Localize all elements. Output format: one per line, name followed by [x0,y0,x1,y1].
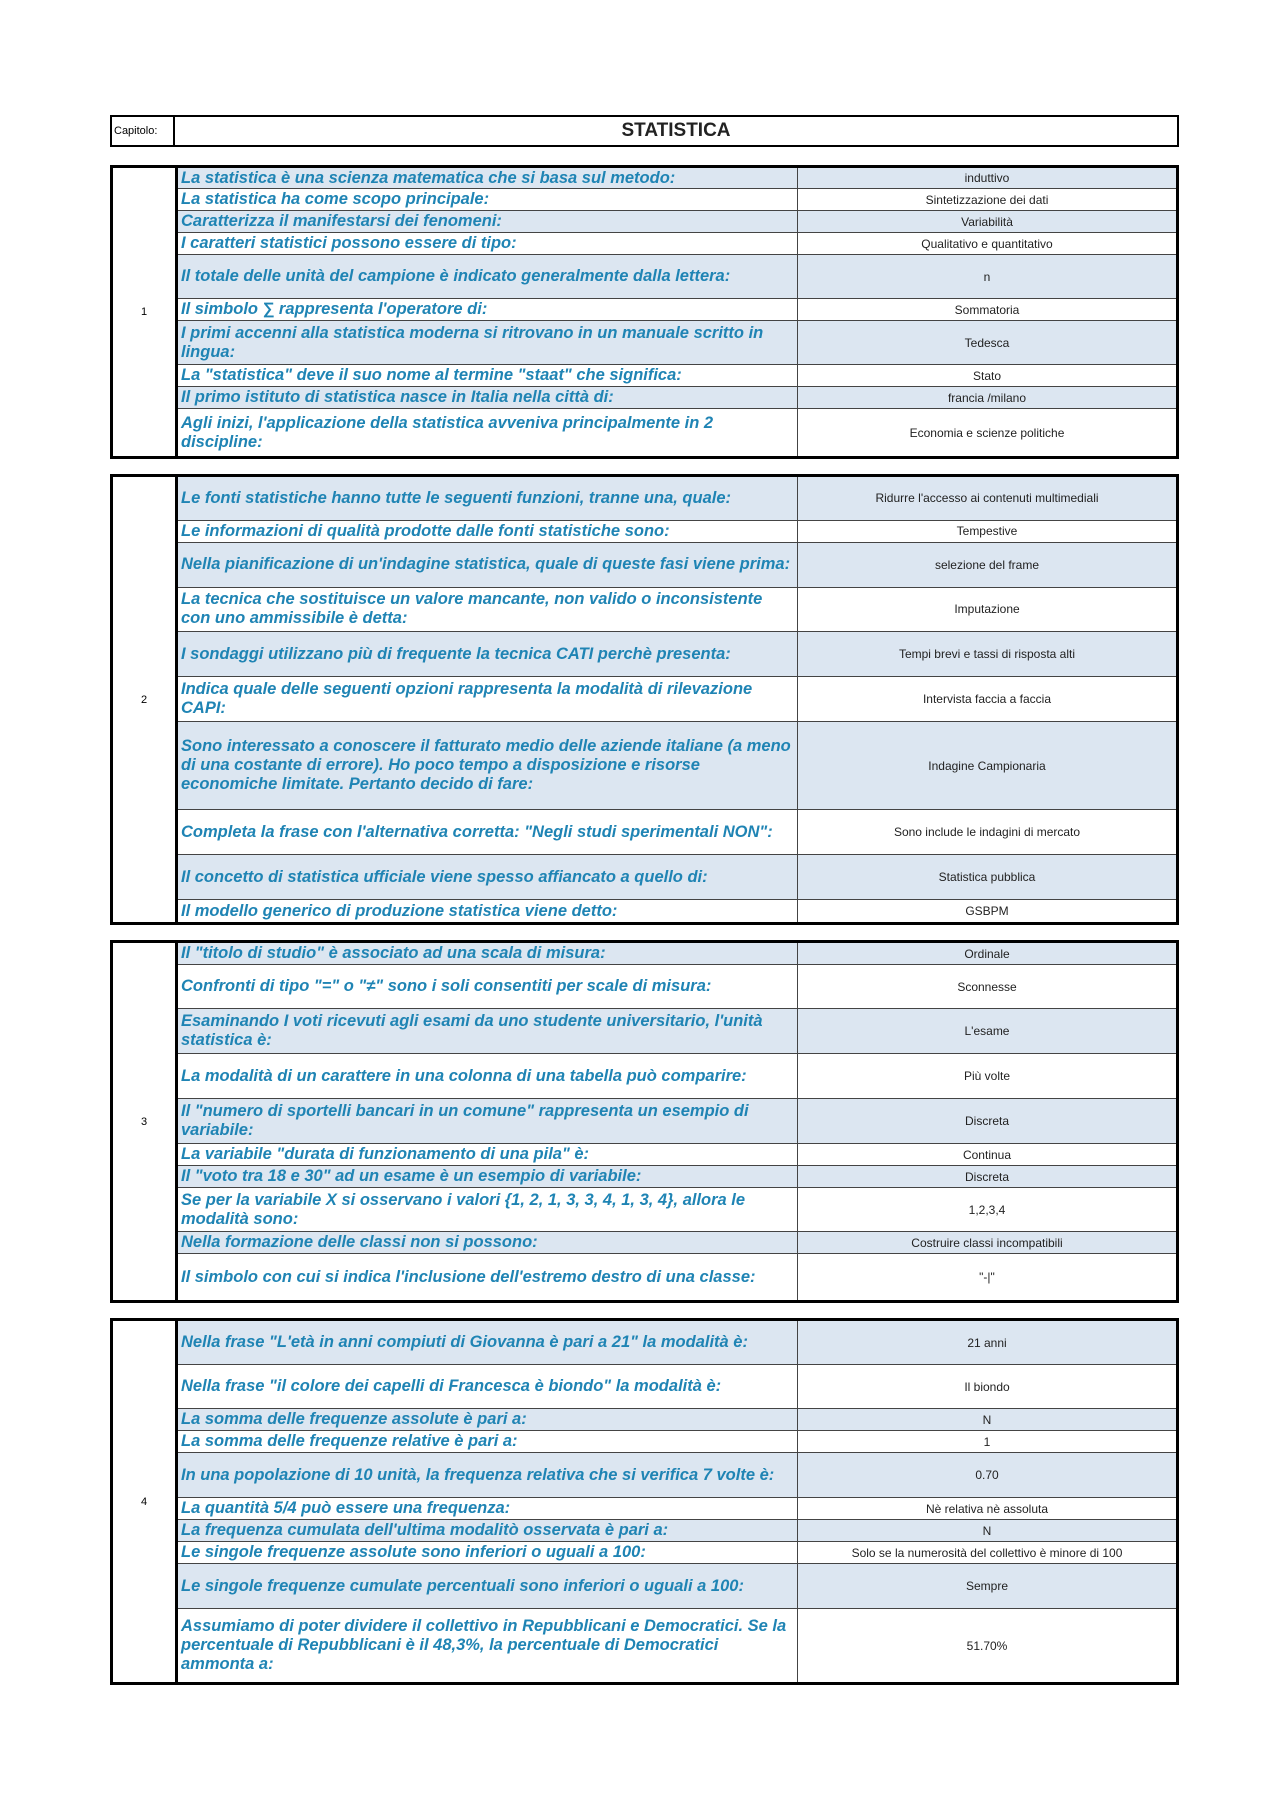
answer: Qualitativo e quantitativo [921,236,1053,251]
section-number: 4 [113,1321,178,1682]
question: Il simbolo ∑ rappresenta l'operatore di: [178,299,798,320]
question: Il concetto di statistica ufficiale viene spesso affiancato a quello di: [178,855,798,899]
answer: GSBPM [965,904,1009,919]
table-row [178,1564,1176,1609]
answer: L'esame [964,1024,1010,1038]
section-number: 3 [113,943,178,1300]
table-row [178,900,1176,922]
section-2 [110,474,1179,925]
question: Le fonti statistiche hanno tutte le seguenti funzioni, tranne una, quale: [178,477,798,520]
table-row [178,810,1176,855]
answer: Più volte [963,1069,1011,1083]
table-row [178,722,1176,811]
answer: Variabilità [961,214,1013,229]
section-number: 2 [113,477,178,922]
table-row [178,855,1176,900]
chapter-label: Capitolo: [110,115,173,147]
table-row [178,632,1176,677]
table-row [178,1542,1176,1564]
answer: 0.70 [975,1468,999,1482]
question: Sono interessato a conoscere il fatturato medio delle aziende italiane (a meno di una costante di errore). Ho poco tempo a disposizione e risorse economiche limitate. Pertanto decido di fare: [178,722,798,810]
table-row [178,1009,1176,1054]
table-row [178,321,1176,365]
table-row [178,299,1176,321]
table-row [178,1321,1176,1365]
question: Il modello generico di produzione statistica viene detto: [178,900,798,922]
answer: 1,2,3,4 [968,1202,1006,1217]
answer: Imputazione [954,602,1020,617]
table-row [178,1232,1176,1254]
question: La somma delle frequenze assolute è pari a: [178,1409,798,1430]
answer: Sconnesse [957,979,1017,994]
answer: 51.70% [966,1638,1008,1653]
question: La tecnica che sostituisce un valore mancante, non valido o inconsistente con uno ammissibile è detta: [178,588,798,632]
table-row [178,255,1176,299]
answer: Economia e scienze politiche [909,425,1065,440]
question: Se per la variabile X si osservano i valori {1, 2, 1, 3, 3, 4, 1, 3, 4}, allora le modalità sono: [178,1188,798,1231]
table-row [178,365,1176,387]
question: Il simbolo con cui si indica l'inclusione dell'estremo destro di una classe: [178,1254,798,1300]
answer: Ridurre l'accesso ai contenuti multimediali [875,491,1099,506]
answer: Intervista faccia a faccia [922,691,1052,706]
section-3 [110,940,1179,1303]
answer: Il biondo [964,1379,1010,1394]
answer: Discreta [964,1114,1009,1128]
question: Il "numero di sportelli bancari in un comune" rappresenta un esempio di variabile: [178,1099,798,1143]
question: Confronti di tipo "=" o "≠" sono i soli consentiti per scale di misura: [178,965,798,1008]
table-row [178,1099,1176,1144]
question: Le singole frequenze cumulate percentuali sono inferiori o uguali a 100: [178,1564,798,1608]
question: Agli inizi, l'applicazione della statistica avveniva principalmente in 2 discipline: [178,409,798,456]
question: Nella frase "L'età in anni compiuti di Giovanna è pari a 21" la modalità è: [178,1321,798,1364]
answer: Discreta [964,1169,1009,1184]
question: La somma delle frequenze relative è pari a: [178,1431,798,1452]
table-row [178,588,1176,633]
table-row [178,677,1176,722]
table-row [178,943,1176,965]
question: Caratterizza il manifestarsi dei fenomeni: [178,211,798,232]
table-row [178,1166,1176,1188]
answer: Tedesca [964,335,1010,350]
table-row [178,1498,1176,1520]
answer: n [983,269,991,284]
table-row [178,965,1176,1009]
answer: Tempi brevi e tassi di risposta alti [898,647,1076,662]
table-row [178,233,1176,255]
table-row [178,543,1176,588]
question: I primi accenni alla statistica moderna si ritrovano in un manuale scritto in lingua: [178,321,798,364]
table-row [178,1453,1176,1498]
section-number: 1 [113,168,178,456]
answer: 1 [983,1434,991,1449]
answer: N [982,1412,992,1427]
table-row [178,1520,1176,1542]
answer: N [982,1523,992,1538]
question: Il primo istituto di statistica nasce in Italia nella città di: [178,387,798,408]
answer: Tempestive [956,524,1018,539]
answer: Stato [972,368,1002,383]
answer: Statistica pubblica [938,870,1036,885]
question: I sondaggi utilizzano più di frequente la tecnica CATI perchè presenta: [178,632,798,676]
answer: Sono include le indagini di mercato [893,825,1081,840]
answer: Nè relativa nè assoluta [925,1501,1049,1516]
table-row [178,387,1176,409]
question: Indica quale delle seguenti opzioni rappresenta la modalità di rilevazione CAPI: [178,677,798,721]
answer: francia /milano [947,390,1027,405]
table-row [178,409,1176,456]
question: La variabile "durata di funzionamento di una pila" è: [178,1144,798,1165]
answer: Ordinale [964,946,1010,961]
answer: "-|" [979,1270,995,1284]
question: Completa la frase con l'alternativa corretta: "Negli studi sperimentali NON": [178,810,798,854]
table-row [178,1188,1176,1232]
answer: Sintetizzazione dei dati [925,192,1049,207]
question: La statistica ha come scopo principale: [178,189,798,210]
question: Il "titolo di studio" è associato ad una scala di misura: [178,943,798,964]
chapter-title: STATISTICA [173,115,1179,147]
question: La modalità di un carattere in una colonna di una tabella può comparire: [178,1054,798,1098]
question: I caratteri statistici possono essere di tipo: [178,233,798,254]
question: Assumiamo di poter dividere il collettivo in Repubblicani e Democratici. Se la percentuale di Repubblicani è il 48,3%, la percentuale di Democratici ammonta a: [178,1609,798,1682]
answer: Sempre [965,1579,1009,1593]
question: Il "voto tra 18 e 30" ad un esame è un esempio di variabile: [178,1166,798,1187]
table-row [178,189,1176,211]
table-row [178,1409,1176,1431]
answer: Sommatoria [954,302,1020,317]
question: Nella pianificazione di un'indagine statistica, quale di queste fasi viene prima: [178,543,798,587]
answer: induttivo [964,171,1010,185]
table-row [178,1054,1176,1099]
answer: Solo se la numerosità del collettivo è minore di 100 [851,1545,1123,1560]
question: La "statistica" deve il suo nome al termine "staat" che significa: [178,365,798,386]
table-row [178,1365,1176,1409]
answer: Continua [962,1147,1012,1162]
question: Esaminando I voti ricevuti agli esami da uno studente universitario, l'unità statistica è: [178,1009,798,1053]
table-row [178,168,1176,189]
answer: Indagine Campionaria [928,758,1046,773]
question: La frequenza cumulata dell'ultima modalitò osservata è pari a: [178,1520,798,1541]
question: La statistica è una scienza matematica che si basa sul metodo: [178,168,798,188]
table-row [178,1431,1176,1453]
question: Nella formazione delle classi non si possono: [178,1232,798,1253]
chapter-header [110,115,1179,147]
table-row [178,477,1176,521]
section-4 [110,1318,1179,1685]
question: Nella frase "il colore dei capelli di Francesca è biondo" la modalità è: [178,1365,798,1408]
section-1 [110,165,1179,459]
question: Le singole frequenze assolute sono inferiori o uguali a 100: [178,1542,798,1563]
table-row [178,1254,1176,1300]
question: Le informazioni di qualità prodotte dalle fonti statistiche sono: [178,521,798,542]
table-row [178,211,1176,233]
question: La quantità 5/4 può essere una frequenza: [178,1498,798,1519]
table-row [178,521,1176,543]
answer: Costruire classi incompatibili [911,1235,1063,1250]
question: Il totale delle unità del campione è indicato generalmente dalla lettera: [178,255,798,298]
question: In una popolazione di 10 unità, la frequenza relativa che si verifica 7 volte è: [178,1453,798,1497]
answer: selezione del frame [934,557,1040,572]
answer: 21 anni [967,1335,1007,1350]
table-row [178,1609,1176,1682]
table-row [178,1144,1176,1166]
